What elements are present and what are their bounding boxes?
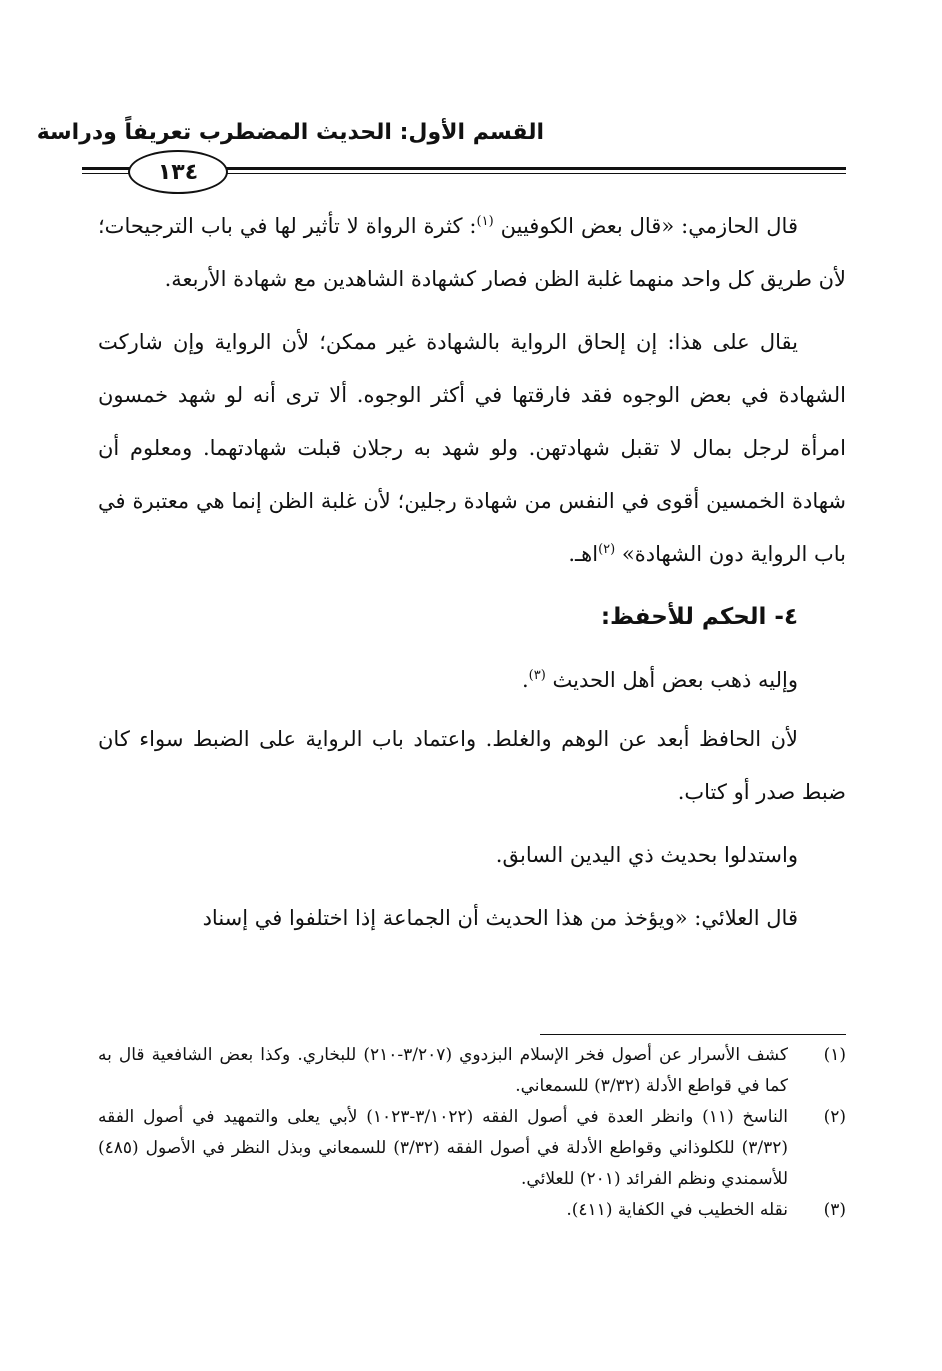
footnote-text: نقله الخطيب في الكفاية (٤١١). [566, 1200, 788, 1220]
paragraph-hafiz-reason: لأن الحافظ أبعد عن الوهم والغلط. واعتماد باب الرواية على الضبط سواء كان ضبط صدر أو كتاب. [98, 727, 846, 804]
paragraph-text: قال الحازمي: «قال بعض الكوفيين [500, 214, 798, 238]
footnote-2 [98, 1102, 846, 1195]
paragraph-alai-quote: قال العلائي: «ويؤخذ من هذا الحديث أن الجماعة إذا اختلفوا في إسناد [202, 906, 798, 930]
footnote-3 [98, 1195, 846, 1226]
footnote-1 [98, 1040, 846, 1102]
footnote-separator [540, 1034, 846, 1035]
paragraph-text: يقال على هذا: إن إلحاق الرواية بالشهادة غير ممكن؛ لأن الرواية وإن شاركت الشهادة في بعض الوجوه فقد فارقتها في أكثر الوجوه. ألا ترى أنه لو شهد خمسون امرأة لرجل بمال لا تقبل شهادتهن. ولو شهد به رجلان قبلت شهادتهما. ومعلوم أن شهادة الخمسين أقوى في النفس من شهادة رجلين؛ لأن غلبة الظن إنما هي معتبرة في باب الرواية دون الشهادة» [98, 330, 846, 566]
section-heading: ٤- الحكم للأحفظ: [600, 604, 798, 630]
paragraph-text-cont: . [521, 668, 529, 692]
footnote-ref-1[interactable]: (١) [476, 214, 494, 229]
paragraph-rebuttal [98, 316, 846, 581]
footnote-ref-2[interactable]: (٢) [598, 542, 616, 557]
footnotes [98, 1040, 846, 1226]
body-text [98, 200, 846, 955]
footnote-number: (٣) [823, 1200, 846, 1220]
running-title: القسم الأول: الحديث المضطرب تعريفاً ودراسة [36, 120, 544, 145]
paragraph-evidence: واستدلوا بحديث ذي اليدين السابق. [495, 843, 798, 867]
footnote-text: كشف الأسرار عن أصول فخر الإسلام البزدوي (٣/٢٠٧-٢١٠) للبخاري. وكذا بعض الشافعية قال به كما في قواطع الأدلة (٣/٣٢) للسمعاني. [98, 1045, 788, 1096]
paragraph-hazimi-quote [98, 200, 846, 306]
footnote-number: (١) [823, 1045, 846, 1065]
page-number-label: ١٣٤ [157, 159, 199, 185]
footnote-number: (٢) [823, 1107, 846, 1127]
footnote-ref-3[interactable]: (٣) [528, 668, 546, 683]
paragraph-text: وإليه ذهب بعض أهل الحديث [552, 668, 798, 692]
paragraph-hadith-people [98, 654, 846, 707]
paragraph-text-cont: : كثرة الرواة لا تأثير لها في باب الترجيحات؛ لأن طريق كل واحد منهما غلبة الظن فصار كشهادة الشاهدين مع شهادة الأربعة. [98, 214, 846, 291]
footnote-text: الناسخ (١١) وانظر العدة في أصول الفقه (٣/١٠٢٢-١٠٢٣) لأبي يعلى والتمهيد في أصول الفقه (٣/٣٢) للكلوذاني وقواطع الأدلة في أصول الفقه (٣/٣٢) للسمعاني وبذل النظر في الأصول (٤٨٥) للأسمندي ونظم الفرائد (٢٠١) للعلائي. [98, 1107, 788, 1189]
page-number [128, 150, 228, 194]
paragraph-text-cont: اهـ. [568, 542, 599, 566]
